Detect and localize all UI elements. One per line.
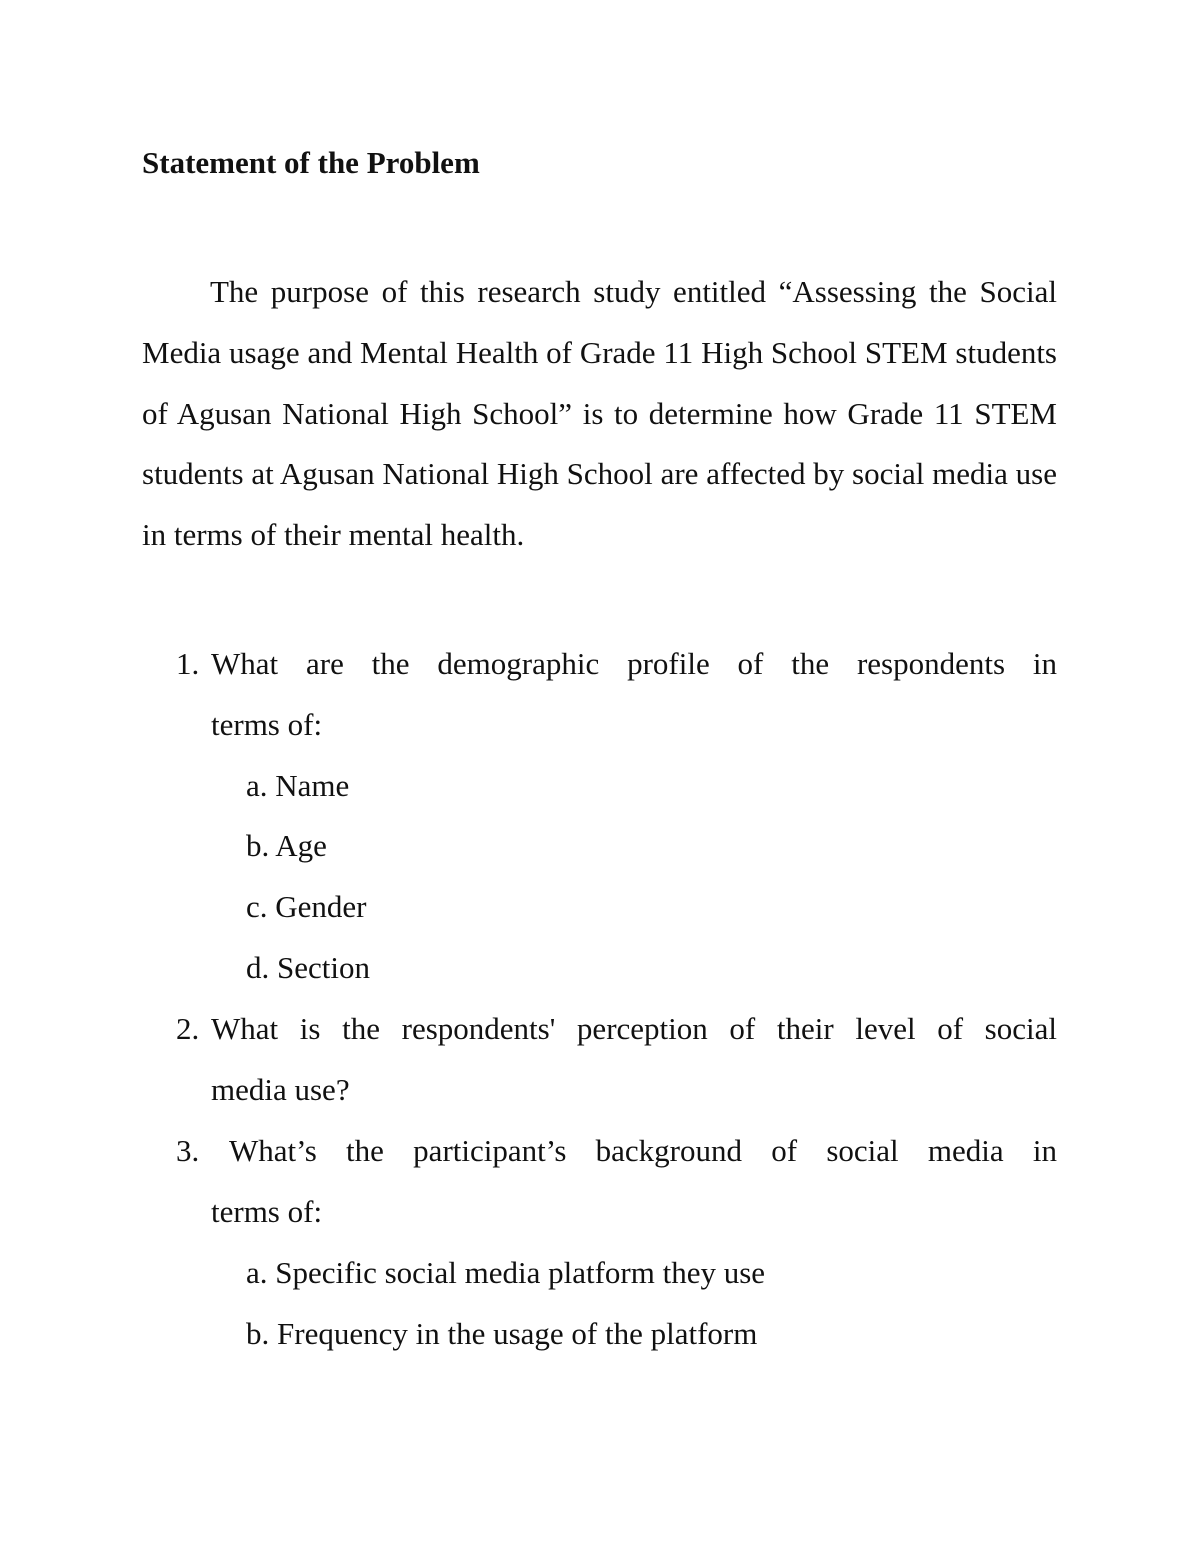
list-item: d. Section <box>246 950 370 985</box>
intro-paragraph: The purpose of this research study entitled “Assessing the Social Media usage and Mental Health of Grade 11 High School STEM students of Agusan National High School” is to determine how Grade 11 STEM students at Agusan National High School are affected by social media use in terms of their mental health. <box>142 274 1057 553</box>
question-text <box>211 999 1057 1121</box>
question-text <box>211 1121 1057 1243</box>
section-heading: Statement of the Problem <box>142 145 480 180</box>
question-line: What’s the participant’s background of social media in <box>229 1133 1057 1168</box>
list-item: c. Gender <box>246 889 367 924</box>
question-line: What are the demographic profile of the respondents in <box>211 646 1057 681</box>
question-line: media use? <box>211 1071 350 1107</box>
list-item: a. Specific social media platform they use <box>246 1255 766 1290</box>
list-item: b. Age <box>246 828 327 863</box>
list-item: a. Name <box>246 768 350 803</box>
question-line: terms of: <box>211 706 323 742</box>
question-number: 2. <box>176 1011 200 1046</box>
question-line: What is the respondents' perception of their level of social <box>211 1011 1057 1046</box>
question-number: 1. <box>176 646 200 681</box>
question-number: 3. <box>176 1133 200 1168</box>
question-text <box>211 634 1057 756</box>
question-line: terms of: <box>211 1193 323 1229</box>
list-item: b. Frequency in the usage of the platform <box>246 1316 758 1351</box>
